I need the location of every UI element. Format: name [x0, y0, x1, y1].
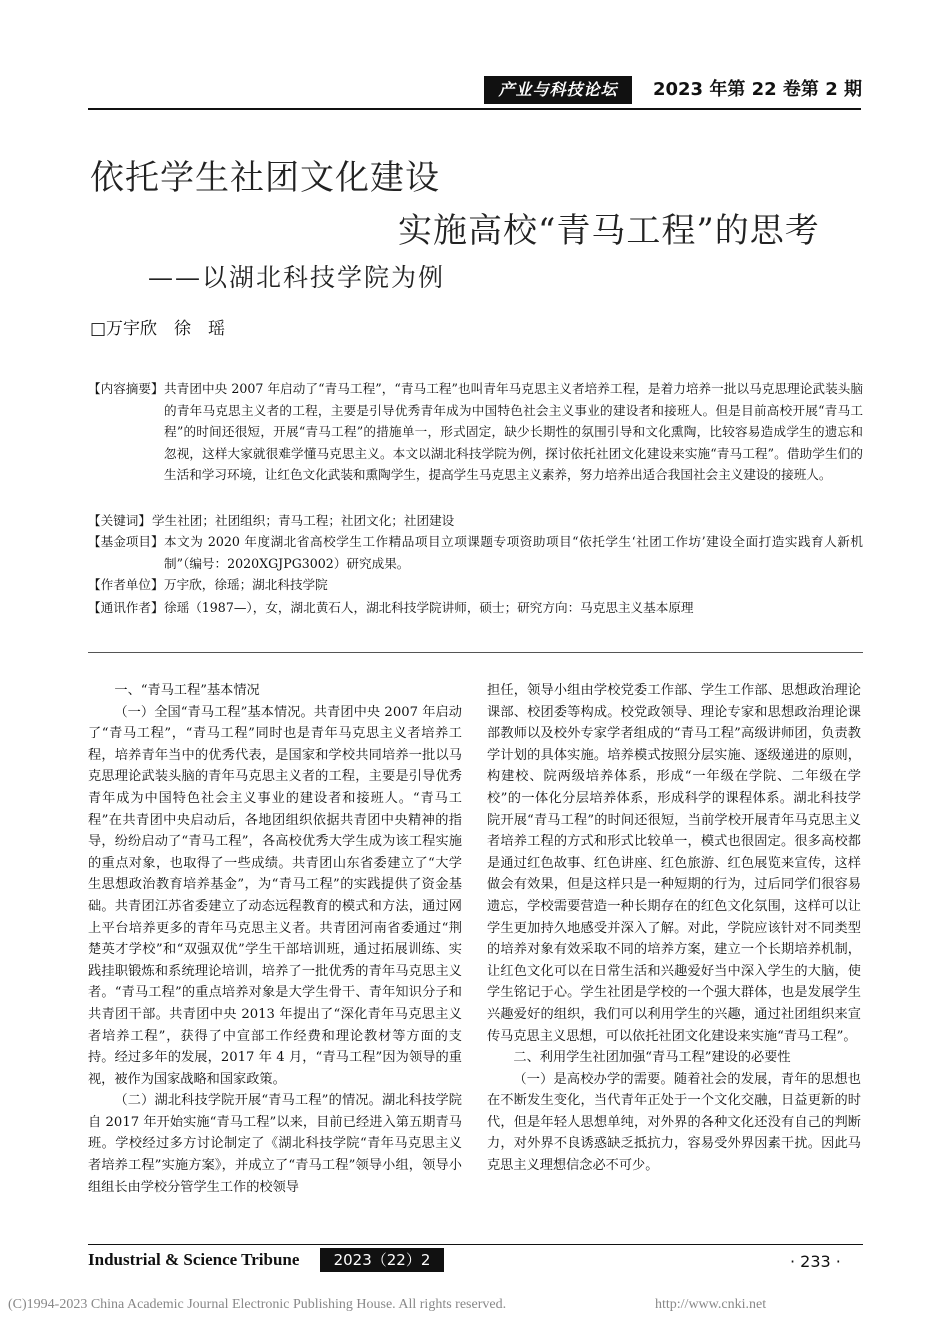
corresponding-label: 【通讯作者】: [88, 600, 164, 615]
footer-rule: [88, 1244, 863, 1245]
journal-name-box: 产业与科技论坛: [484, 76, 632, 104]
body-column-left: [88, 680, 462, 1198]
authors: □万宇欣 徐 瑶: [90, 319, 226, 339]
header-rule: [88, 108, 861, 110]
body-column-right: [487, 680, 861, 1177]
title-line-1: 依托学生社团文化建设: [90, 158, 440, 198]
copyright-notice: (C)1994-2023 China Academic Journal Electronic Publishing House. All rights reserved.: [8, 1297, 507, 1312]
site-link[interactable]: http://www.cnki.net: [655, 1297, 767, 1312]
affiliation-text: 万宇欣，徐瑶；湖北科技学院: [164, 577, 328, 592]
affiliation-row: [88, 574, 863, 596]
page-number: · 233 ·: [790, 1252, 841, 1271]
abstract-label: 【内容摘要】: [88, 381, 164, 396]
corresponding-text: 徐瑶（1987—），女，湖北黄石人，湖北科技学院讲师，硕士；研究方向：马克思主义基本原理: [164, 600, 694, 615]
keywords-label: 【关键词】: [88, 513, 151, 528]
body-paragraph: （一）全国“青马工程”基本情况。共青团中央 2007 年启动了“青马工程”，“青马工程”同时也是青年马克思主义者培养工程，培养青年当中的优秀代表，是国家和学校共同培养一批以马克思理论武装头脑的青年马克思主义者的工程，主要是引导优秀青年成为中国特色社会主义事业的建设者和接班人。“青马工程”在共青团中央启动后，各地团组织依据共青团中央精神的指导，纷纷启动了“青马工程”，各高校优秀大学生成为该工程实施的重点对象，也取得了一些成绩。共青团山东省委建立了“大学生思想政治教育培养基金”，为“青马工程”的实践提供了资金基础。共青团江苏省委建立了动态远程教育的模式和方法，通过网上平台培养更多的青年马克思主义者。共青团河南省委通过“荆楚英才学校”和“双强双优”学生干部培训班，通过拓展训练、实践挂职锻炼和系统理论培训，培养了一批优秀的青年马克思主义者。“青马工程”的重点培养对象是大学生骨干、青年知识分子和共青团干部。共青团中央 2013 年提出了“深化青年马克思主义者培养工程”，获得了中宣部工作经费和理论教材等方面的支持。经过多年的发展，2017 年 4 月，“青马工程”因为领导的重视，被作为国家战略和国家政策。: [88, 704, 462, 1087]
abstract-text: 共青团中央 2007 年启动了“青马工程”，“青马工程”也叫青年马克思主义者培养工程，是着力培养一批以马克思理论武装头脑的青年马克思主义者的工程，主要是引导优秀青年成为中国特色社会主义事业的建设者和接班人。但是目前高校开展“青马工程”的时间还很短，开展“青马工程”的措施单一，形式固定，缺少长期性的氛围引导和文化熏陶，比较容易造成学生的遗忘和忽视，这样大家就很难学懂马克思主义。本文以湖北科技学院为例，探讨依托社团文化建设来实施“青马工程”。借助学生们的生活和学习环境，让红色文化武装和熏陶学生，提高学生马克思主义素养，努力培养出适合我国社会主义建设的接班人。: [164, 381, 863, 482]
section-heading: 二、利用学生社团加强“青马工程”建设的必要性: [513, 1050, 791, 1066]
footer-issue-box: 2023（22）2: [320, 1248, 444, 1272]
fund-label: 【基金项目】: [88, 534, 164, 549]
fund-row: [88, 531, 863, 574]
body-paragraph: （一）是高校办学的需要。随着社会的发展，青年的思想也在不断发生变化，当代青年正处于一个文化交融，日益更新的时代，但是年轻人思想单纯，对外界的各种文化还没有自己的判断力，对外界不良诱惑缺乏抵抗力，容易受外界因素干扰。因此马克思主义理想信念必不可少。: [487, 1071, 861, 1174]
subtitle: ——以湖北科技学院为例: [148, 263, 446, 292]
fund-text: 本文为 2020 年度湖北省高校学生工作精品项目立项课题专项资助项目“依托学生‘社团工作坊’建设全面打造实践育人新机制”（编号：2020XGJPG3002）研究成果。: [164, 534, 863, 571]
keywords-row: [88, 510, 863, 532]
abstract-rule: [88, 652, 863, 653]
body-paragraph: （二）湖北科技学院开展“青马工程”的情况。湖北科技学院自 2017 年开始实施“青马工程”以来，目前已经进入第五期青马班。学校经过多方讨论制定了《湖北科技学院“青年马克思主义者培养工程”实施方案》，并成立了“青马工程”领导小组，领导小组组长由学校分管学生工作的校领导: [88, 1093, 462, 1195]
abstract-row: [88, 378, 863, 486]
section-heading: 一、“青马工程”基本情况: [114, 683, 260, 698]
footer-journal-name: Industrial & Science Tribune: [88, 1250, 300, 1269]
issue-label: 2023 年第 22 卷第 2 期: [652, 79, 862, 100]
corresponding-row: [88, 597, 863, 619]
title-line-2: 实施高校“青马工程”的思考: [398, 211, 820, 251]
body-paragraph: 担任，领导小组由学校党委工作部、学生工作部、思想政治理论课部、校团委等构成。校党政领导、理论专家和思想政治理论课部教师以及校外专家学者组成的“青马工程”高级讲师团，负责教学计划的具体实施。培养模式按照分层实施、逐级递进的原则，构建校、院两级培养体系，形成“一年级在学院、二年级在学校”的一体化分层培养体系，形成科学的课程体系。湖北科技学院开展“青马工程”的时间还很短，当前学校开展青年马克思主义者培养工程的方式和形式比较单一，模式也很固定。很多高校都是通过红色故事、红色讲座、红色旅游、红色展览来宣传，这样做会有效果，但是这样只是一种短期的行为，过后同学们很容易遗忘，学校需要营造一种长期存在的红色文化氛围，这样可以让学生更加持久地感受并深入了解。对此，学院应该针对不同类型的培养对象有效采取不同的培养方案，建立一个长期培养机制，让红色文化可以在日常生活和兴趣爱好当中深入学生的大脑，使学生铭记于心。学生社团是学校的一个强大群体，也是发展学生兴趣爱好的组织，我们可以利用学生的兴趣，通过社团组织来宣传马克思主义思想，可以依托社团文化建设来实施“青马工程”。: [487, 683, 861, 1044]
affiliation-label: 【作者单位】: [88, 577, 164, 592]
keywords-text: 学生社团；社团组织；青马工程；社团文化；社团建设: [152, 513, 455, 528]
